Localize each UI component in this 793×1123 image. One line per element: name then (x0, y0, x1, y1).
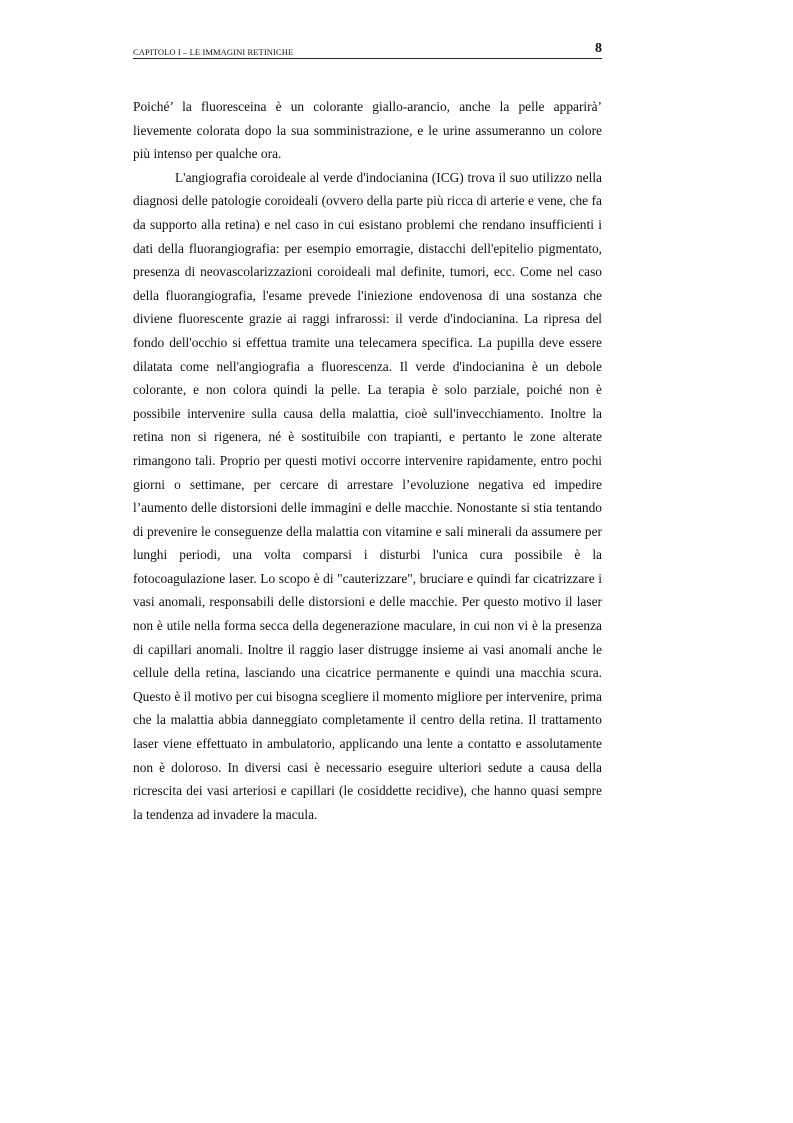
running-title: CAPITOLO I – LE IMMAGINI RETINICHE (133, 47, 294, 57)
page-header (133, 40, 602, 59)
body-text (133, 95, 602, 826)
page-number: 8 (595, 41, 602, 56)
paragraph-icg-angiography: L'angiografia coroideale al verde d'indocianina (ICG) trova il suo utilizzo nella diagnosi delle patologie coroideali (ovvero della parte più ricca di arterie e vene, che fa da supporto alla retina) e nel caso in cui esistano problemi che rendano insufficienti i dati della fluorangiografia: per esempio emorragie, distacchi dell'epitelio pigmentato, presenza di neovascolarizzazioni coroideali mal definite, tumori, ecc. Come nel caso della fluorangiografia, l'esame prevede l'iniezione endovenosa di una sostanza che diviene fluorescente grazie ai raggi infrarossi: il verde d'indocianina. La ripresa del fondo dell'occhio si effettua tramite una telecamera specifica. La pupilla deve essere dilatata come nell'angiografia a fluorescenza. Il verde d'indocianina è un debole colorante, e non colora quindi la pelle. La terapia è solo parziale, poiché non è possibile intervenire sulla causa della malattia, cioè sull'invecchiamento. Inoltre la retina non si rigenera, né è sostituibile con trapianti, e pertanto le zone alterate rimangono tali. Proprio per questi motivi occorre intervenire rapidamente, entro pochi giorni o settimane, per cercare di arrestare l’evoluzione negativa ed impedire l’aumento delle distorsioni delle immagini e delle macchie. Nonostante si stia tentando di prevenire le conseguenze della malattia con vitamine e sali minerali da assumere per lunghi periodi, una volta comparsi i disturbi l'unica cura possibile è la fotocoagulazione laser. Lo scopo è di "cauterizzare", bruciare e quindi far cicatrizzare i vasi anomali, responsabili delle distorsioni e delle macchie. Per questo motivo il laser non è utile nella forma secca della degenerazione maculare, in cui non vi è la presenza di capillari anomali. Inoltre il raggio laser distrugge insieme ai vasi anomali anche le cellule della retina, lasciando una cicatrice permanente e quindi una macchia scura. Questo è il motivo per cui bisogna scegliere il momento migliore per intervenire, prima che la malattia abbia danneggiato completamente il centro della retina. Il trattamento laser viene effettuato in ambulatorio, applicando una lente a contatto e assolutamente non è doloroso. In diversi casi è necessario eseguire ulteriori sedute a causa della ricrescita dei vasi arteriosi e capillari (le cosiddette recidive), che hanno quasi sempre la tendenza ad invadere la macula. (133, 169, 602, 822)
paragraph-fluorescein: Poiché’ la fluoresceina è un colorante giallo-arancio, anche la pelle apparirà’ lievemente colorata dopo la sua somministrazione, e le urine assumeranno un colore più intenso per qualche ora. (133, 99, 602, 162)
